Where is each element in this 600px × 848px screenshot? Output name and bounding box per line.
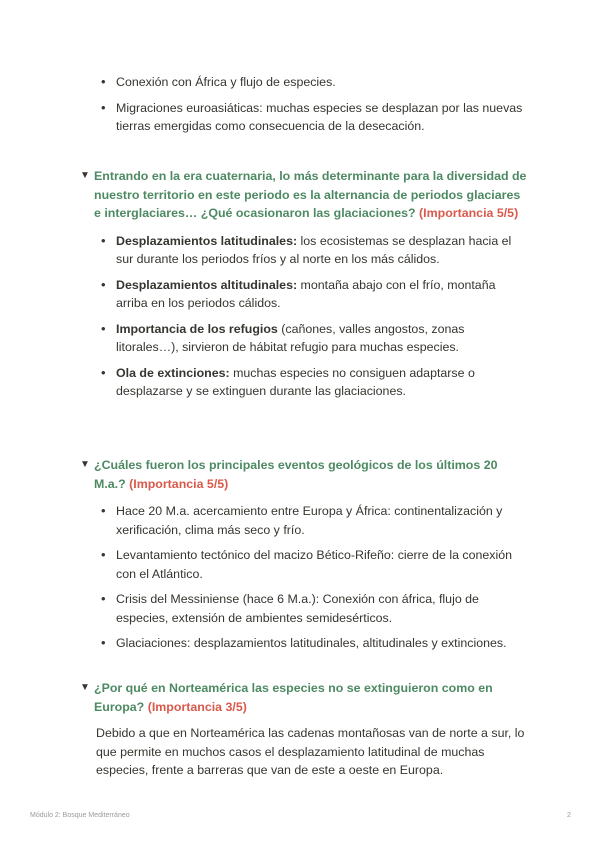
toggle-header[interactable] bbox=[80, 167, 530, 223]
importance-label: (Importancia 5/5) bbox=[419, 206, 519, 220]
footer-module-title: Módulo 2: Bosque Mediterráneo bbox=[30, 812, 130, 819]
list-item bbox=[98, 364, 530, 401]
toggle-triangle-icon[interactable]: ▼ bbox=[80, 170, 90, 181]
question-text: ¿Por qué en Norteamérica las especies no se extinguieron como en Europa? bbox=[94, 681, 493, 714]
list-item: • Hace 20 M.a. acercamiento entre Europa y África: continentalización y xerificación, clima más seco y frío. bbox=[98, 502, 530, 539]
toggle-triangle-icon[interactable]: ▼ bbox=[80, 682, 90, 693]
importance-label: (Importancia 5/5) bbox=[129, 476, 229, 491]
list-item: • Migraciones euroasiáticas: muchas especies se desplazan por las nuevas tierras emergidas como consecuencia de la desecación. bbox=[98, 99, 528, 136]
list-item: • Crisis del Messiniense (hace 6 M.a.): Conexión con áfrica, flujo de especies, extensión de ambientes semidesérticos. bbox=[98, 590, 530, 627]
list-item: • Levantamiento tectónico del macizo Bético-Rifeño: cierre de la conexión con el Atlántico. bbox=[98, 546, 530, 583]
list-item bbox=[98, 232, 530, 269]
list-item bbox=[98, 276, 530, 313]
toggle-section-geological-events bbox=[80, 456, 530, 660]
answer-bullet-list bbox=[98, 502, 530, 653]
list-item bbox=[98, 320, 530, 357]
list-item-term: Desplazamientos altitudinales: bbox=[116, 277, 298, 292]
toggle-header[interactable] bbox=[80, 456, 530, 493]
list-item: • Conexión con África y flujo de especies. bbox=[98, 73, 528, 92]
list-item-text: (cañones, valles angostos, zonas litorales…), sirvieron de hábitat refugio para muchas especies. bbox=[116, 321, 465, 354]
list-item-term: Importancia de los refugios bbox=[116, 321, 278, 336]
list-item: • Glaciaciones: desplazamientos latitudinales, altitudinales y extinciones. bbox=[98, 634, 530, 653]
list-item-term: Ola de extinciones: bbox=[116, 365, 230, 380]
importance-label: (Importancia 3/5) bbox=[147, 699, 247, 714]
list-item-text: muchas especies no consiguen adaptarse o desplazarse y se extinguen durante las glaciaciones. bbox=[116, 365, 475, 398]
list-item-term: Desplazamientos latitudinales: bbox=[116, 233, 298, 248]
toggle-header[interactable] bbox=[80, 679, 530, 716]
answer-bullet-list bbox=[98, 232, 530, 401]
toggle-triangle-icon[interactable]: ▼ bbox=[80, 459, 90, 470]
question-text: Entrando en la era cuaternaria, lo más determinante para la diversidad de nuestro territorio en este periodo es la alternancia de periodos glaciares e interglaciares… ¿Qué ocasionaron las glaciaciones? bbox=[94, 169, 527, 220]
question-text: ¿Cuáles fueron los principales eventos geológicos de los últimos 20 M.a.? bbox=[94, 458, 498, 491]
footer-page-number: 2 bbox=[567, 812, 571, 819]
list-item-text: montaña abajo con el frío, montaña arriba en los periodos cálidos. bbox=[116, 277, 496, 310]
toggle-section-glaciations bbox=[80, 167, 530, 408]
toggle-section-north-america bbox=[80, 679, 530, 780]
answer-paragraph: Debido a que en Norteamérica las cadenas montañosas van de norte a sur, lo que permite en muchos casos el desplazamiento latitudinal de muchas especies, frente a barreras que van de este a oeste en Europa. bbox=[96, 726, 525, 777]
list-item-text: los ecosistemas se desplazan hacia el sur durante los periodos fríos y al norte en los más cálidos. bbox=[116, 233, 512, 266]
continued-bullet-list bbox=[98, 73, 528, 143]
